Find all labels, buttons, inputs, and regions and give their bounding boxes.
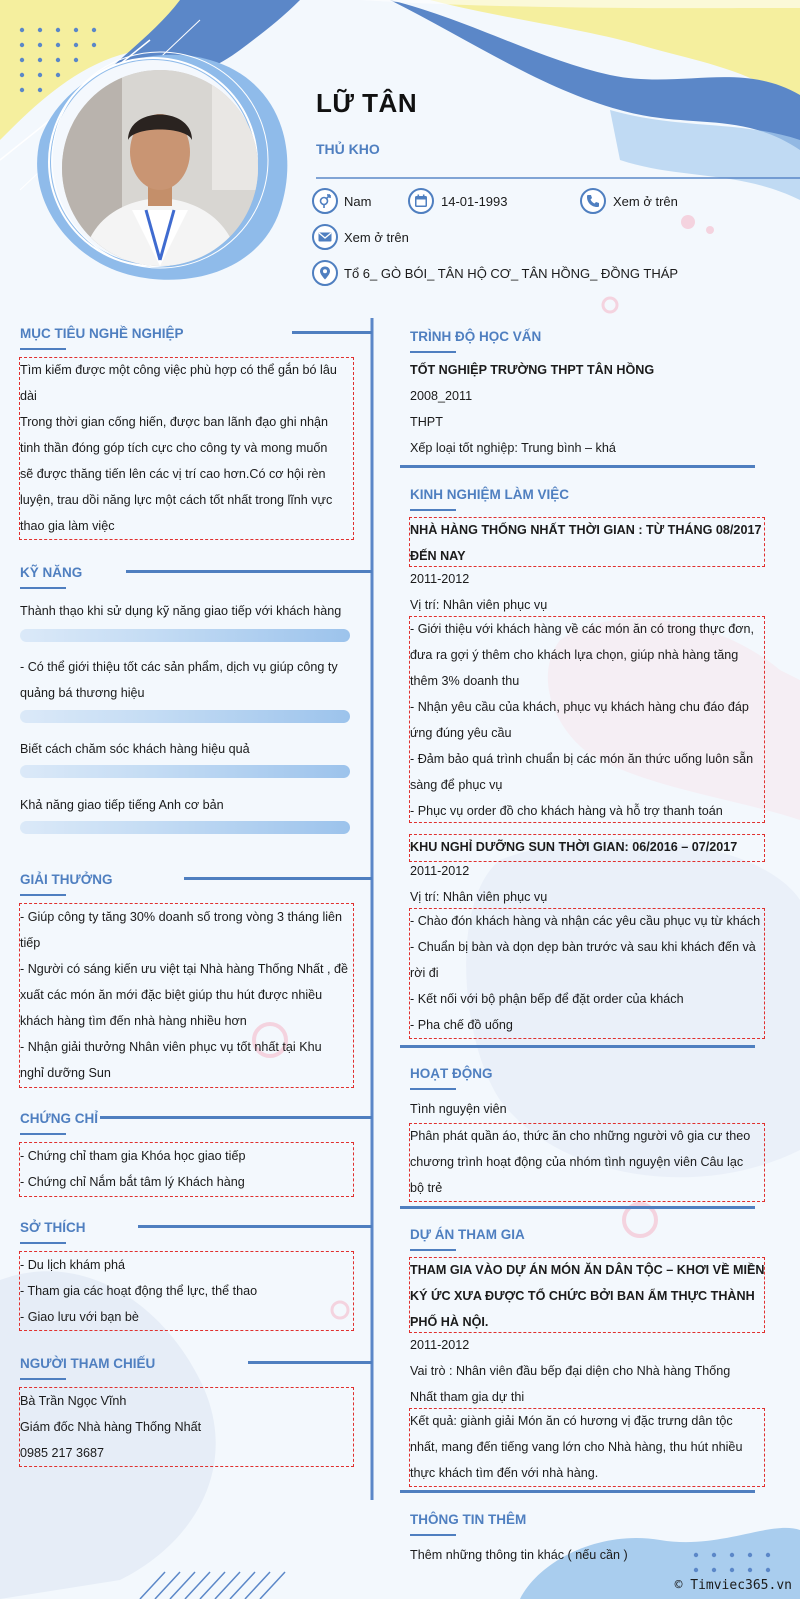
section-divider (400, 1045, 755, 1048)
section-underline (410, 1088, 456, 1090)
section-title-awards: GIẢI THƯỞNG (20, 872, 113, 887)
section-title-objective: MỤC TIÊU NGHỀ NGHIỆP (20, 326, 184, 341)
section-connector (100, 1116, 372, 1119)
section-title-activities: HOẠT ĐỘNG (410, 1066, 493, 1081)
job-duties: - Chào đón khách hàng và nhận các yêu cầu phục vụ từ khách - Chuẩn bị bàn và dọn dẹp bàn trước và sau khi khách đến và rời đi - Kết nối với bộ phận bếp để đặt order của khách - Pha chế đồ uống (410, 914, 761, 1032)
section-connector (184, 877, 372, 880)
phone-icon (580, 188, 606, 214)
section-connector (138, 1225, 372, 1228)
awards-text: - Giúp công ty tăng 30% doanh số trong vòng 3 tháng liên tiếp - Người có sáng kiến ưu việt tại Nhà hàng Thống Nhất , đề xuất các món ăn mới đặc biệt giúp thu hút được nhiều khách hàng tìm đến nhà hàng nhiều hơn - Nhận giải thưởng Nhân viên phục vụ tốt nhất tại Khu nghỉ dưỡng Sun (20, 910, 349, 1080)
section-title-skills: KỸ NĂNG (20, 565, 83, 580)
gender-value: Nam (344, 194, 372, 209)
email-icon (312, 224, 338, 250)
education-period: 2008_2011 (410, 389, 473, 403)
address-value: Tổ 6_ GÒ BÓI_ TÂN HỘ CƠ_ TÂN HỒNG_ ĐỒNG THÁP (344, 266, 679, 281)
skill-bar (20, 821, 350, 834)
hobbies-text: - Du lịch khám phá - Tham gia các hoạt động thể lực, thể thao - Giao lưu với bạn bè (20, 1258, 258, 1324)
location-icon (312, 260, 338, 286)
certificates-text: - Chứng chỉ tham gia Khóa học giao tiếp - Chứng chỉ Nắm bắt tâm lý Khách hàng (20, 1149, 246, 1189)
section-underline (20, 587, 66, 589)
birthday-value: 14-01-1993 (441, 194, 508, 209)
project-meta: 2011-2012 Vai trò : Nhân viên đầu bếp đại diện cho Nhà hàng Thống Nhất tham gia dự thi (410, 1338, 731, 1404)
section-divider (400, 1206, 755, 1209)
skill-bar (20, 765, 350, 778)
section-title-projects: DỰ ÁN THAM GIA (410, 1227, 525, 1242)
activity-role: Tình nguyện viên (410, 1102, 507, 1116)
section-underline (410, 509, 456, 511)
job-heading: KHU NGHỈ DƯỠNG SUN THỜI GIAN: 06/2016 – 07/2017 (410, 840, 738, 854)
education-grade: Xếp loại tốt nghiệp: Trung bình – khá (410, 441, 616, 455)
job-meta: 2011-2012 Vị trí: Nhân viên phục vụ (410, 572, 548, 612)
calendar-icon (408, 188, 434, 214)
avatar (62, 70, 258, 266)
job-duties: - Giới thiệu với khách hàng về các món ăn có trong thực đơn, đưa ra gợi ý thêm cho khách lựa chọn, giúp nhà hàng tăng thêm 3% doanh thu - Nhận yêu cầu của khách, phục vụ khách hàng chu đáo đáp ứng đúng yêu cầu - Đảm bảo quá trình chuẩn bị các món ăn thức uống luôn sẵn sàng để phục vụ - Phục vụ order đồ cho khách hàng và hỗ trợ thanh toán (410, 622, 755, 818)
job-title: THỦ KHO (316, 141, 380, 157)
references-text: Bà Trần Ngọc Vĩnh Giám đốc Nhà hàng Thống Nhất 0985 217 3687 (20, 1394, 202, 1460)
section-underline (20, 348, 66, 350)
section-divider (400, 1490, 755, 1493)
section-underline (20, 1242, 66, 1244)
objective-text: Tìm kiếm được một công việc phù hợp có thể gắn bó lâu dài Trong thời gian cống hiến, được ban lãnh đạo ghi nhận tinh thần đóng góp tích cực cho công ty và mong muốn sẽ được thăng tiến lên các vị trí cao hơn.Có cơ hội rèn luyện, trau dồi năng lực một cách tốt nhất trong lĩnh vực thao gia làm việc (20, 363, 337, 533)
section-title-certificates: CHỨNG CHỈ (20, 1111, 98, 1126)
section-underline (410, 1249, 456, 1251)
job-meta: 2011-2012 Vị trí: Nhân viên phục vụ (410, 864, 548, 904)
skill-item: Thành thạo khi sử dụng kỹ năng giao tiếp với khách hàng (20, 604, 342, 618)
section-connector (292, 331, 372, 334)
email-value: Xem ở trên (344, 230, 409, 245)
project-heading: THAM GIA VÀO DỰ ÁN MÓN ĂN DÂN TỘC – KHƠI VỀ MIỀN KÝ ỨC XƯA ĐƯỢC TỔ CHỨC BỞI BAN ẨM THỰC THÀNH PHỐ HÀ NỘI. (410, 1263, 765, 1329)
skill-bar (20, 629, 350, 642)
section-title-experience: KINH NGHIỆM LÀM VIỆC (410, 487, 570, 502)
section-title-references: NGƯỜI THAM CHIẾU (20, 1356, 156, 1371)
education-text (410, 357, 765, 461)
section-connector (248, 1361, 372, 1364)
skill-bar (20, 710, 350, 723)
section-underline (20, 1378, 66, 1380)
section-connector (126, 570, 372, 573)
education-level: THPT (410, 415, 443, 429)
section-title-education: TRÌNH ĐỘ HỌC VẤN (410, 329, 542, 344)
skill-item: Khả năng giao tiếp tiếng Anh cơ bản (20, 798, 224, 812)
activity-text: Phân phát quần áo, thức ăn cho những người vô gia cư theo chương trình hoạt động của nhóm tình nguyện viên Câu lạc bộ trẻ (410, 1129, 751, 1195)
gender-icon (312, 188, 338, 214)
section-title-hobbies: SỞ THÍCH (20, 1220, 86, 1235)
section-underline (20, 1133, 66, 1135)
copyright-text: © Timviec365.vn (674, 1578, 792, 1593)
section-underline (410, 1534, 456, 1536)
project-result: Kết quả: giành giải Món ăn có hương vị đặc trưng dân tộc nhất, mang đến tiếng vang lớn cho Nhà hàng, thu hút nhiều thực khách tìm đến với nhà hàng. (410, 1414, 743, 1480)
skill-item: Biết cách chăm sóc khách hàng hiệu quả (20, 742, 250, 756)
phone-value: Xem ở trên (613, 194, 678, 209)
job-heading: NHÀ HÀNG THỐNG NHẤT THỜI GIAN : TỪ THÁNG 08/2017 ĐẾN NAY (410, 523, 762, 563)
section-underline (410, 351, 456, 353)
skill-item: - Có thể giới thiệu tốt các sản phẩm, dịch vụ giúp công ty quảng bá thương hiệu (20, 660, 338, 700)
extra-text: Thêm những thông tin khác ( nếu cần ) (410, 1548, 628, 1562)
section-title-extra: THÔNG TIN THÊM (410, 1512, 527, 1527)
candidate-name: LỮ TÂN (316, 88, 418, 118)
school-name: TỐT NGHIỆP TRƯỜNG THPT TÂN HỒNG (410, 363, 655, 377)
person-photo-icon (62, 70, 258, 266)
section-divider (400, 465, 755, 468)
section-underline (20, 894, 66, 896)
